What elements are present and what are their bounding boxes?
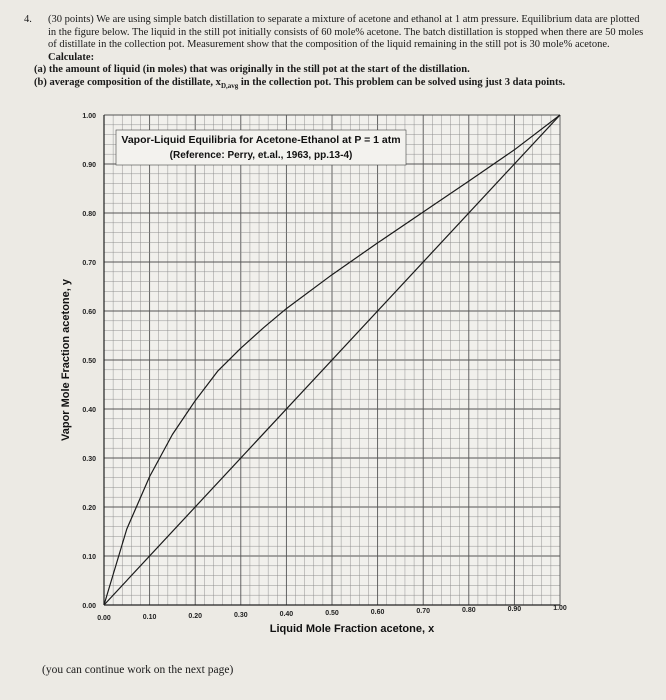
y-tick-label: 0.20 [82, 505, 96, 512]
chart-title-line2: (Reference: Perry, et.al., 1963, pp.13-4) [169, 150, 353, 161]
calculate-label: Calculate: [48, 51, 95, 63]
x-tick-label: 0.40 [279, 611, 294, 618]
x-tick-label: 0.50 [325, 610, 339, 617]
y-tick-label: 0.70 [82, 260, 96, 267]
y-tick-label: 0.50 [82, 358, 96, 365]
problem-number: 4. [24, 14, 32, 25]
y-tick-label: 1.00 [82, 113, 96, 120]
footer-note: (you can continue work on the next page) [42, 664, 234, 676]
part-b: (b) average composition of the distillate, $x_{D,avg}$ in the collection pot. This problem can be solved using just 3 data points. [34, 76, 566, 90]
problem-stem: (30 points) We are using simple batch distillation to separate a mixture of acetone and ethanol at 1 atm pressure. Equilibrium data are plotted in the figure below. The liquid in the still pot initially consists of 60 mole% acetone. The batch distillation is stopped when there are 50 moles of distillate in the collection pot. Measurement show that the composition of the liquid remaining in the still pot is 30 mole% acetone. [48, 14, 644, 50]
y-axis-label: Vapor Mole Fraction acetone, y [60, 279, 72, 441]
x-axis-label: Liquid Mole Fraction acetone, x [269, 623, 435, 635]
y-tick-label: 0.80 [82, 211, 96, 218]
y-tick-label: 0.30 [82, 456, 96, 463]
x-tick-label: 0.20 [188, 613, 203, 620]
x-tick-label: 0.80 [461, 607, 476, 614]
part-a: (a) the amount of liquid (in moles) that was originally in the still pot at the start of the distillation. [34, 64, 470, 75]
x-tick-label: 0.00 [97, 615, 111, 622]
x-tick-label: 1.00 [553, 605, 567, 612]
y-tick-label: 0.90 [82, 162, 96, 169]
y-tick-label: 0.00 [82, 603, 96, 610]
chart-title-line1: Vapor-Liquid Equilibria for Acetone-Ethanol at P = 1 atm [121, 134, 401, 146]
x-tick-label: 0.90 [507, 606, 522, 613]
y-tick-label: 0.40 [82, 407, 96, 414]
y-tick-label: 0.60 [82, 309, 96, 316]
x-tick-label: 0.30 [233, 612, 248, 619]
x-tick-label: 0.10 [142, 614, 157, 621]
x-tick-label: 0.60 [370, 609, 385, 616]
y-tick-label: 0.10 [82, 554, 96, 561]
x-tick-label: 0.70 [416, 608, 431, 615]
